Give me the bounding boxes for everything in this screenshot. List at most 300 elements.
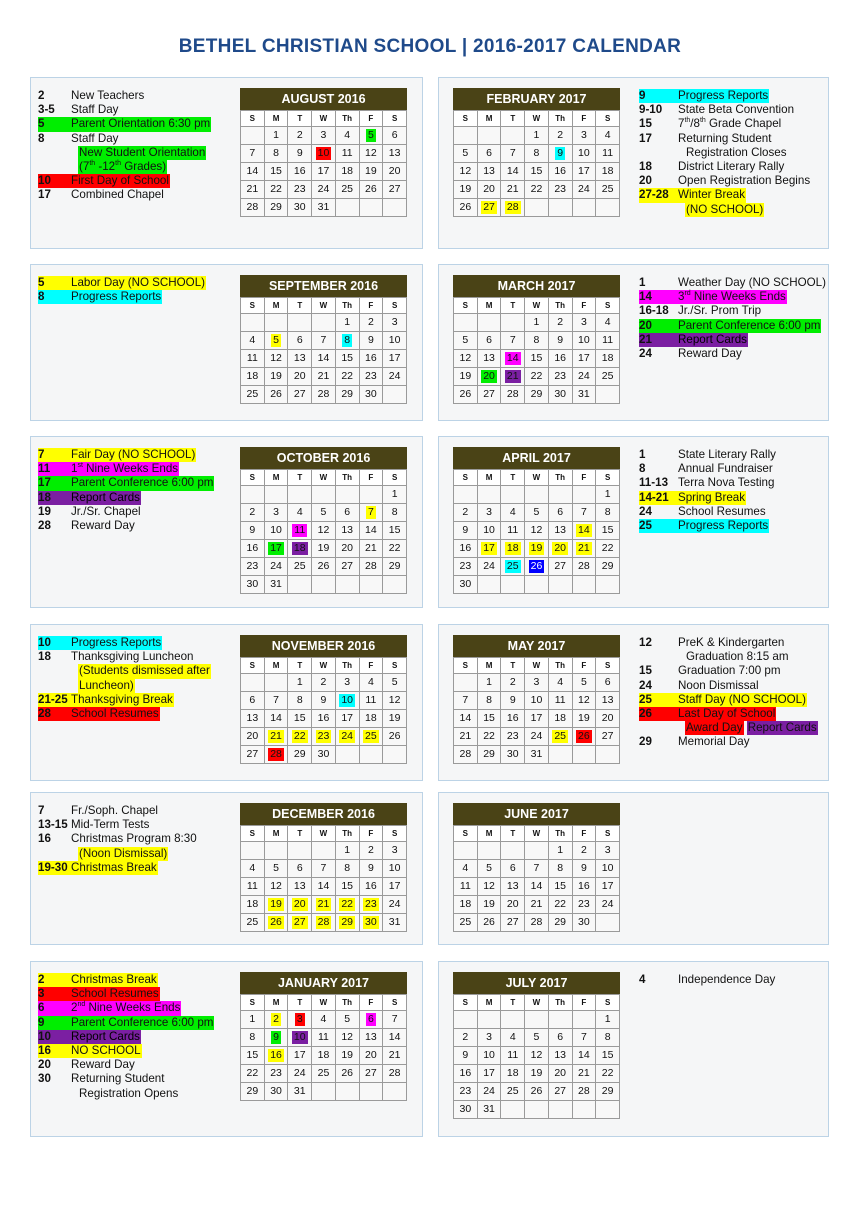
- weekday-label: M: [477, 111, 501, 127]
- month-title: FEBRUARY 2017: [453, 88, 620, 110]
- day-cell: [241, 199, 265, 217]
- day-cell: [288, 386, 312, 404]
- week-row: [454, 145, 620, 163]
- day-number: 14: [530, 880, 543, 892]
- event-date: 24: [639, 347, 652, 361]
- day-number-highlighted: 14: [578, 524, 590, 536]
- day-cell: [383, 504, 407, 522]
- event-item: [38, 519, 214, 533]
- day-cell: [264, 842, 288, 860]
- day-number: 4: [296, 506, 303, 518]
- day-number: 13: [483, 352, 495, 364]
- day-number: 1: [344, 844, 351, 856]
- day-number: 13: [246, 712, 259, 724]
- day-number: 12: [483, 880, 495, 892]
- day-number: 6: [296, 862, 303, 874]
- day-cell: [383, 181, 407, 199]
- day-number: 3: [486, 1031, 492, 1043]
- week-row: [241, 350, 407, 368]
- event-item: [38, 1087, 214, 1101]
- day-number: 16: [365, 352, 377, 364]
- day-number: 27: [506, 916, 519, 928]
- weekday-label: F: [359, 470, 383, 486]
- day-number: 26: [317, 560, 330, 572]
- day-number: 27: [388, 183, 401, 195]
- day-number: 14: [388, 1031, 401, 1043]
- day-cell: [383, 127, 407, 145]
- event-item: [38, 664, 211, 678]
- day-cell: [264, 576, 288, 594]
- day-number: 25: [317, 1067, 330, 1079]
- month-title: SEPTEMBER 2016: [240, 275, 407, 297]
- week-row: [454, 1065, 620, 1083]
- day-cell: [596, 145, 620, 163]
- day-cell: [596, 199, 620, 217]
- event-item: [639, 721, 818, 735]
- day-number: 21: [459, 730, 472, 742]
- event-text: Open Registration Begins: [678, 174, 811, 188]
- day-number: 6: [249, 694, 256, 706]
- month-grid: [240, 657, 407, 764]
- day-number: 25: [601, 183, 614, 195]
- week-row: [454, 314, 620, 332]
- day-cell: [572, 504, 596, 522]
- day-number: 20: [341, 542, 353, 554]
- event-item: [38, 679, 211, 693]
- day-cell: [335, 878, 359, 896]
- day-number: 23: [246, 560, 259, 572]
- event-text: New Student Orientation: [79, 145, 206, 159]
- event-text: 7th/8th Grade Chapel: [678, 117, 782, 131]
- day-number-highlighted: 26: [270, 916, 282, 928]
- day-cell: [335, 896, 359, 914]
- day-number: 20: [554, 1067, 566, 1079]
- event-item: [639, 347, 827, 361]
- day-cell: [264, 896, 288, 914]
- day-cell: [501, 1029, 525, 1047]
- day-cell: [454, 914, 478, 932]
- day-cell: [477, 914, 501, 932]
- day-number: 1: [604, 1013, 611, 1025]
- event-date: 29: [639, 735, 652, 749]
- event-text: Jr./Sr. Chapel: [71, 504, 141, 518]
- day-cell: [572, 1083, 596, 1101]
- day-cell: [288, 746, 312, 764]
- day-cell: [359, 1047, 383, 1065]
- day-number: 2: [462, 506, 469, 518]
- day-number-highlighted: 10: [341, 694, 353, 706]
- event-text: Thanksgiving Luncheon: [71, 650, 194, 664]
- day-cell: [312, 860, 336, 878]
- day-cell: [288, 1047, 312, 1065]
- day-cell: [477, 181, 501, 199]
- day-number: 19: [530, 1067, 543, 1079]
- event-date: 21: [639, 333, 677, 347]
- week-row: [241, 860, 407, 878]
- event-date: 11-13: [639, 476, 669, 490]
- day-cell: [241, 1065, 265, 1083]
- day-cell: [241, 878, 265, 896]
- event-item: [38, 1030, 214, 1044]
- day-cell: [335, 199, 359, 217]
- day-cell: [572, 914, 596, 932]
- day-cell: [264, 504, 288, 522]
- day-cell: [596, 842, 620, 860]
- day-number: 20: [483, 183, 495, 195]
- week-row: [241, 692, 407, 710]
- day-cell: [359, 504, 383, 522]
- day-cell: [477, 486, 501, 504]
- weekday-label: T: [288, 298, 312, 314]
- day-number: 11: [318, 1031, 329, 1043]
- day-number: 24: [317, 183, 330, 195]
- day-number: 1: [273, 129, 279, 141]
- event-text: Noon Dismissal: [678, 678, 759, 692]
- event-date: 24: [639, 504, 652, 518]
- day-number: 17: [578, 165, 590, 177]
- week-row: [454, 199, 620, 217]
- day-number: 20: [506, 898, 519, 910]
- day-cell: [477, 728, 501, 746]
- event-item: [639, 707, 818, 721]
- event-item: [639, 973, 776, 987]
- event-text: Registration Closes: [686, 145, 787, 159]
- event-date: 8: [38, 131, 45, 145]
- day-cell: [501, 368, 525, 386]
- event-date: 9: [38, 1016, 70, 1030]
- weekday-label: F: [572, 111, 596, 127]
- day-number: 30: [317, 748, 330, 760]
- event-date: 6: [38, 1001, 70, 1015]
- event-text: School Resumes: [678, 504, 766, 518]
- day-cell: [477, 386, 501, 404]
- day-cell: [359, 332, 383, 350]
- day-number-highlighted: 16: [270, 1049, 282, 1061]
- day-cell: [501, 181, 525, 199]
- day-number-highlighted: 9: [557, 147, 564, 159]
- event-date: 10: [38, 1030, 70, 1044]
- week-row: [241, 163, 407, 181]
- day-number: 29: [388, 560, 401, 572]
- event-item: [38, 160, 211, 174]
- day-cell: [241, 522, 265, 540]
- day-number: 22: [530, 183, 543, 195]
- day-cell: [359, 1011, 383, 1029]
- day-cell: [572, 878, 596, 896]
- day-cell: [335, 728, 359, 746]
- day-cell: [548, 1101, 572, 1119]
- event-date: 18: [38, 491, 70, 505]
- event-item: [639, 304, 827, 318]
- event-item: [639, 132, 811, 146]
- day-cell: [264, 1083, 288, 1101]
- weekday-label: F: [572, 658, 596, 674]
- day-cell: [359, 163, 383, 181]
- weekday-label: Th: [548, 111, 572, 127]
- day-number: 29: [270, 201, 282, 213]
- day-number-highlighted: 20: [483, 370, 495, 382]
- day-number: 7: [273, 694, 279, 706]
- day-number: 15: [341, 880, 353, 892]
- day-cell: [548, 674, 572, 692]
- day-cell: [288, 860, 312, 878]
- day-cell: [501, 332, 525, 350]
- day-cell: [454, 199, 478, 217]
- event-text: Winter Break: [678, 188, 746, 202]
- day-number: 30: [293, 201, 306, 213]
- day-cell: [241, 504, 265, 522]
- day-number: 18: [246, 370, 259, 382]
- day-cell: [501, 1065, 525, 1083]
- day-number: 13: [601, 694, 614, 706]
- day-cell: [383, 746, 407, 764]
- event-list: [639, 636, 818, 750]
- weekday-label: S: [454, 111, 478, 127]
- event-text: Progress Reports: [71, 290, 162, 304]
- day-cell: [359, 1029, 383, 1047]
- event-list: [639, 89, 811, 217]
- day-cell: [241, 368, 265, 386]
- day-number-highlighted: 9: [273, 1031, 279, 1043]
- day-number: 30: [459, 578, 472, 590]
- weekday-label: Th: [548, 298, 572, 314]
- day-cell: [525, 522, 549, 540]
- weekday-label: S: [596, 826, 620, 842]
- day-cell: [264, 746, 288, 764]
- day-number: 11: [507, 1049, 519, 1061]
- day-number: 12: [578, 694, 590, 706]
- event-text: Report Cards: [71, 490, 140, 504]
- event-item: [38, 973, 214, 987]
- event-text: Independence Day: [678, 973, 776, 986]
- day-cell: [501, 163, 525, 181]
- day-cell: [264, 1011, 288, 1029]
- day-number: 11: [341, 147, 353, 159]
- day-cell: [477, 145, 501, 163]
- month-title: MARCH 2017: [453, 275, 620, 297]
- day-number: 6: [557, 506, 564, 518]
- month-grid: [453, 110, 620, 217]
- day-cell: [264, 386, 288, 404]
- week-row: [241, 504, 407, 522]
- day-number-highlighted: 21: [578, 542, 590, 554]
- day-cell: [501, 710, 525, 728]
- weekday-label: M: [477, 658, 501, 674]
- day-cell: [264, 878, 288, 896]
- day-cell: [264, 163, 288, 181]
- day-cell: [335, 1029, 359, 1047]
- day-number: 25: [506, 1085, 519, 1097]
- week-row: [454, 1011, 620, 1029]
- day-cell: [501, 199, 525, 217]
- event-date: 2: [38, 973, 70, 987]
- day-cell: [572, 314, 596, 332]
- event-text: Progress Reports: [678, 519, 769, 533]
- weekday-header-row: [454, 298, 620, 314]
- day-number: 9: [580, 862, 587, 874]
- day-number: 14: [317, 352, 330, 364]
- day-number-highlighted: 11: [294, 524, 306, 536]
- day-cell: [335, 1011, 359, 1029]
- event-item: [639, 505, 777, 519]
- day-cell: [501, 504, 525, 522]
- day-cell: [288, 332, 312, 350]
- day-number-highlighted: 27: [483, 201, 495, 213]
- day-number: 17: [530, 712, 543, 724]
- day-cell: [312, 842, 336, 860]
- day-cell: [335, 332, 359, 350]
- day-number: 19: [270, 370, 282, 382]
- event-text: District Literary Rally: [678, 160, 785, 174]
- day-cell: [525, 1101, 549, 1119]
- day-number: 4: [557, 676, 564, 688]
- weekday-label: S: [241, 298, 265, 314]
- day-number: 7: [462, 694, 469, 706]
- week-row: [241, 540, 407, 558]
- day-number: 9: [320, 694, 327, 706]
- day-number-highlighted: 21: [506, 370, 519, 382]
- event-text: Parent Orientation 6:30 pm: [71, 117, 211, 131]
- day-cell: [264, 728, 288, 746]
- day-cell: [596, 710, 620, 728]
- day-number: 25: [246, 388, 259, 400]
- day-number: 21: [506, 183, 519, 195]
- day-number: 20: [246, 730, 259, 742]
- day-number: 20: [601, 712, 614, 724]
- day-cell: [359, 181, 383, 199]
- day-number: 12: [530, 1049, 543, 1061]
- day-cell: [288, 504, 312, 522]
- week-row: [454, 486, 620, 504]
- day-cell: [454, 145, 478, 163]
- day-number: 19: [388, 712, 401, 724]
- day-cell: [572, 692, 596, 710]
- day-cell: [548, 314, 572, 332]
- day-number: 14: [506, 165, 519, 177]
- day-cell: [596, 163, 620, 181]
- day-cell: [383, 1029, 407, 1047]
- day-cell: [312, 504, 336, 522]
- event-item: [639, 276, 827, 290]
- day-cell: [596, 674, 620, 692]
- day-cell: [312, 368, 336, 386]
- day-cell: [454, 1029, 478, 1047]
- day-number: 12: [270, 880, 282, 892]
- day-cell: [501, 576, 525, 594]
- event-text: Parent Conference 6:00 pm: [71, 476, 214, 490]
- day-number: 28: [506, 388, 519, 400]
- event-date: 14-21: [639, 491, 677, 505]
- day-cell: [477, 368, 501, 386]
- day-number-highlighted: 29: [341, 916, 353, 928]
- day-number: 18: [317, 1049, 330, 1061]
- day-number: 23: [554, 370, 566, 382]
- day-cell: [288, 1011, 312, 1029]
- day-number: 25: [459, 916, 472, 928]
- week-row: [241, 746, 407, 764]
- day-cell: [264, 314, 288, 332]
- day-cell: [312, 332, 336, 350]
- day-number: 15: [293, 712, 306, 724]
- day-number: 30: [246, 578, 259, 590]
- week-row: [454, 1029, 620, 1047]
- day-number-highlighted: 28: [506, 201, 519, 213]
- day-cell: [477, 1029, 501, 1047]
- event-text: Reward Day: [71, 519, 135, 533]
- day-cell: [383, 1011, 407, 1029]
- event-date: 14: [639, 290, 677, 304]
- day-cell: [454, 746, 478, 764]
- day-cell: [501, 1083, 525, 1101]
- month-title: JULY 2017: [453, 972, 620, 994]
- weekday-label: T: [288, 111, 312, 127]
- day-number-highlighted: 20: [554, 542, 566, 554]
- event-date: 17: [38, 188, 51, 202]
- day-cell: [264, 522, 288, 540]
- day-number: 29: [601, 560, 614, 572]
- month-calendar: [453, 447, 620, 594]
- event-text: 3rd Nine Weeks Ends: [678, 290, 786, 304]
- day-number: 5: [580, 676, 587, 688]
- day-number: 5: [486, 862, 492, 874]
- event-date: 15: [639, 117, 652, 131]
- day-cell: [477, 1011, 501, 1029]
- week-row: [241, 145, 407, 163]
- day-cell: [383, 1065, 407, 1083]
- day-number: 10: [530, 694, 543, 706]
- day-cell: [477, 878, 501, 896]
- day-cell: [525, 350, 549, 368]
- day-cell: [572, 1101, 596, 1119]
- day-cell: [359, 842, 383, 860]
- weekday-label: W: [525, 658, 549, 674]
- day-cell: [312, 386, 336, 404]
- event-text: (7th -12th Grades): [79, 160, 167, 174]
- event-date: 20: [38, 1058, 51, 1072]
- event-item: [639, 174, 811, 188]
- day-cell: [383, 368, 407, 386]
- day-cell: [454, 386, 478, 404]
- event-text: (Noon Dismissal): [79, 846, 168, 860]
- event-date: 4: [639, 973, 646, 986]
- day-cell: [383, 332, 407, 350]
- day-cell: [264, 145, 288, 163]
- day-cell: [525, 896, 549, 914]
- day-cell: [359, 350, 383, 368]
- day-cell: [596, 1011, 620, 1029]
- event-text: (Students dismissed after: [79, 664, 210, 678]
- day-number: 19: [578, 712, 590, 724]
- event-text: 1st Nine Weeks Ends: [71, 462, 179, 476]
- day-number: 19: [365, 165, 377, 177]
- week-row: [454, 860, 620, 878]
- day-cell: [596, 181, 620, 199]
- week-row: [241, 314, 407, 332]
- day-number: 22: [554, 898, 566, 910]
- day-number: 18: [246, 898, 259, 910]
- weekday-label: S: [596, 298, 620, 314]
- day-number: 18: [601, 165, 614, 177]
- weekday-label: F: [359, 826, 383, 842]
- day-number: 6: [391, 129, 398, 141]
- event-item: [38, 861, 198, 875]
- day-cell: [596, 728, 620, 746]
- day-cell: [383, 576, 407, 594]
- weekday-label: Th: [335, 470, 359, 486]
- event-item: [38, 804, 198, 818]
- day-number: 30: [270, 1085, 282, 1097]
- event-date: 7: [38, 804, 45, 817]
